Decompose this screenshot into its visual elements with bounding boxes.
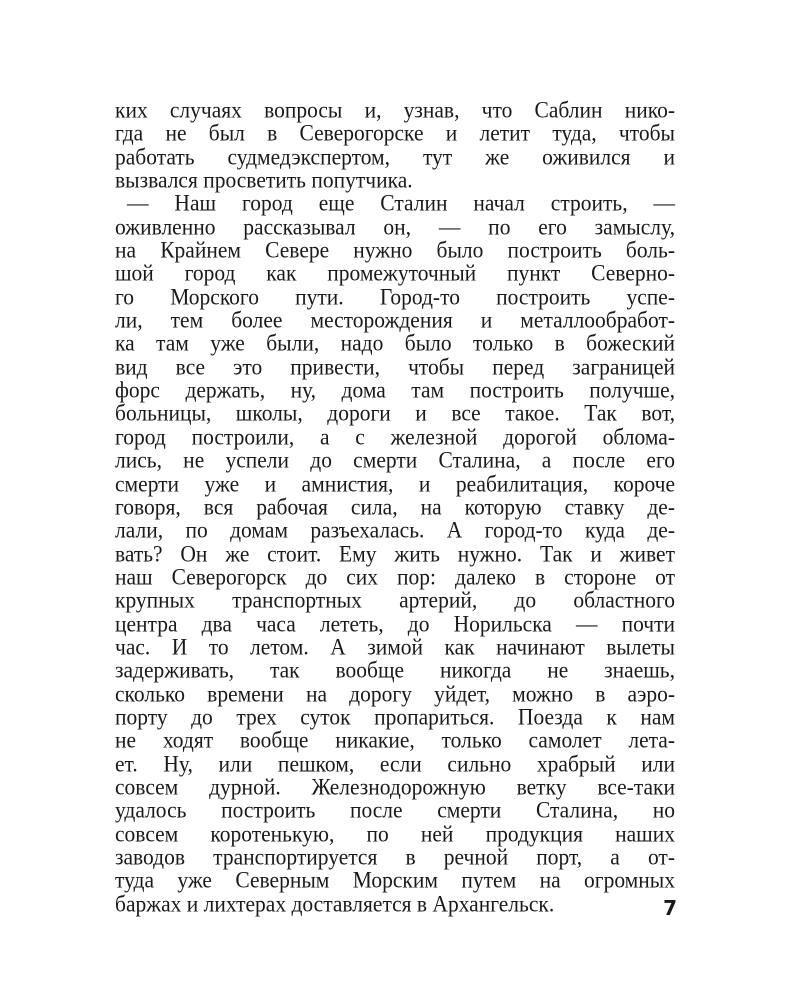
- text-line: шой город как промежуточный пункт Северно-: [115, 260, 675, 287]
- text-line: задерживать, так вообще никогда не знаешь,: [115, 657, 675, 683]
- text-line: ких случаях вопросы и, узнав, что Саблин нико-: [115, 97, 675, 123]
- text-line: город построили, а с железной дорогой облома-: [115, 424, 675, 450]
- text-line: говоря, вся рабочая сила, на которую ставку де-: [115, 494, 675, 520]
- text-line: лись, не успели до смерти Сталина, а после его: [115, 447, 675, 473]
- text-line: баржах и лихтерах доставляется в Архангельск.: [115, 890, 555, 917]
- text-line: смерти уже и амнистия, и реабилитация, короче: [115, 470, 675, 497]
- text-line: ка там уже были, надо было только в божеский: [115, 330, 675, 357]
- text-line: порту до трех суток пропариться. Поезда к нам: [115, 704, 675, 730]
- text-line: го Морского пути. Город-то построить успе-: [115, 283, 675, 310]
- text-line: вать? Он же стоит. Ему жить нужно. Так и живет: [115, 540, 675, 567]
- text-line: гда не был в Северогорске и летит туда, чтобы: [115, 120, 675, 147]
- text-line: ет. Ну, или пешком, если сильно храбрый или: [115, 750, 675, 777]
- text-line: совсем дурной. Железнодорожную ветку все-таки: [115, 774, 675, 800]
- text-line: вид все это привести, чтобы перед заграницей: [115, 354, 675, 380]
- text-line: совсем коротенькую, по ней продукция наших: [115, 820, 675, 847]
- body-text: [115, 99, 675, 916]
- text-line: оживленно рассказывал он, — по его замыслу,: [115, 213, 675, 240]
- text-line: форс держать, ну, дома там построить получше,: [115, 377, 675, 403]
- text-line: крупных транспортных артерий, до областного: [115, 587, 675, 613]
- text-line: лали, по домам разъехалась. А город-то куда де-: [115, 517, 675, 543]
- text-line: удалось построить после смерти Сталина, но: [115, 797, 675, 823]
- text-line: наш Северогорск до сих пор: далеко в стороне от: [115, 564, 675, 590]
- text-line: ли, тем более месторождения и металлообработ-: [115, 307, 675, 333]
- text-line: не ходят вообще никакие, только самолет лета-: [115, 727, 675, 753]
- text-line: заводов транспортируется в речной порт, а от-: [115, 844, 675, 870]
- text-line: центра два часа лететь, до Норильска — почти: [115, 610, 675, 637]
- text-line: туда уже Северным Морским путем на огромных: [115, 867, 675, 894]
- page-number: 7: [663, 896, 677, 920]
- text-line: вызвался просветить попутчика.: [115, 167, 413, 193]
- text-line: — Наш город еще Сталин начал строить, —: [127, 190, 675, 217]
- text-line: час. И то летом. А зимой как начинают вылеты: [115, 634, 675, 660]
- text-line: больницы, школы, дороги и все такое. Так вот,: [115, 400, 675, 427]
- text-line: на Крайнем Севере нужно было построить боль-: [115, 237, 675, 263]
- text-line: работать судмедэкспертом, тут же оживился и: [115, 143, 675, 170]
- text-line: сколько времени на дорогу уйдет, можно в аэро-: [115, 680, 675, 707]
